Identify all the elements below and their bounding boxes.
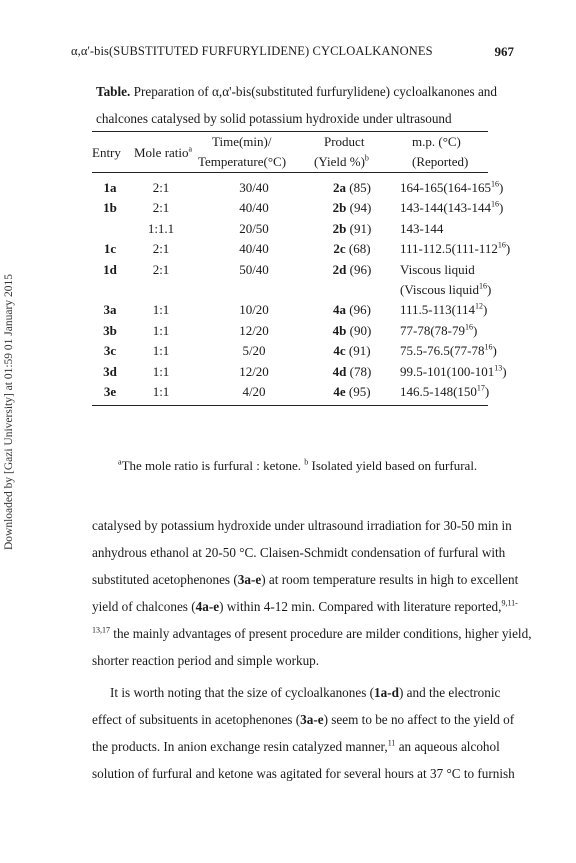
text-line: It is worth noting that the size of cycloalkanones (1a-d) and the electronic: [110, 685, 501, 700]
cell-melting-point: $143-144(143-144^{16})$: [400, 200, 504, 216]
cell-melting-point: $111.5-113(114^{12})$: [400, 302, 488, 318]
table-caption-text: Preparation of α,α'-bis(substituted furfurylidene) cycloalkanones and chalcones catalysed by solid potassium hydroxide under ultrasound: [96, 84, 497, 126]
cell-melting-point: $164-165(164-165^{16})$: [400, 179, 504, 195]
table-row: [92, 279, 492, 299]
cell-melting-point: $99.5-101(100-101^{13})$: [400, 363, 507, 379]
text-line: $^{13,17}$ the mainly advantages of present procedure are milder conditions, higher yield,: [92, 625, 532, 642]
cell-time-temperature: 20/50: [239, 220, 269, 236]
cell-product: 4e (95): [333, 383, 371, 399]
cell-entry: 3e: [103, 383, 117, 399]
cell-ratio: 2:1: [152, 241, 170, 257]
cell-entry: 3b: [103, 322, 117, 338]
text-line: shorter reaction period and simple workup.: [92, 653, 320, 669]
cell-ratio: 1:1.1: [147, 220, 175, 236]
cell-product: 4d (78): [332, 363, 372, 379]
cell-time-temperature: 30/40: [239, 180, 269, 195]
cell-time-temperature: 10/20: [239, 302, 269, 318]
header-product: Product: [324, 134, 365, 149]
header-reported: (Reported): [412, 154, 469, 169]
header-time: Time(min)/: [212, 134, 272, 149]
table-row: [92, 238, 511, 258]
text-line: yield of chalcones (4a-e) within 4-12 min. Compared with literature reported,$^{9,11-}$: [92, 598, 518, 615]
cell-ratio: 1:1: [152, 343, 170, 359]
cell-entry: 3d: [103, 363, 117, 379]
results-table: [92, 131, 511, 406]
cell-ratio: 2:1: [152, 180, 170, 195]
header-yield: (Yield %)$^b$: [314, 153, 369, 169]
table-body: [92, 173, 511, 405]
table-row: [92, 299, 488, 319]
cell-entry: 3a: [103, 302, 117, 318]
paragraph-1: [92, 512, 532, 675]
cell-product: 2a (85): [333, 180, 371, 195]
table-row: [92, 259, 488, 279]
cell-product: 2d (96): [332, 261, 372, 277]
cell-melting-point: $77-78(78-79^{16})$: [400, 322, 478, 338]
cell-melting-point: $111-112.5(111-112^{16})$: [400, 240, 511, 257]
download-watermark: Downloaded by [Gazi University] at 01:59 01 January 2015: [3, 274, 15, 551]
cell-melting-point: Viscous liquid: [400, 261, 475, 277]
table-bottom-rule: [92, 405, 488, 406]
cell-ratio: 1:1: [152, 383, 170, 399]
header-mp: m.p. (°C): [412, 134, 461, 149]
text-line: solution of furfural and ketone was agitated for several hours at 37 °C to furnish: [92, 766, 515, 782]
cell-ratio: 1:1: [152, 363, 170, 379]
cell-time-temperature: 50/40: [239, 261, 269, 277]
cell-entry: 3c: [103, 343, 117, 359]
table-caption: [96, 78, 506, 132]
table-row: [92, 218, 488, 238]
cell-time-temperature: 12/20: [239, 363, 269, 379]
cell-product: 2c (68): [333, 241, 371, 257]
table-row: [92, 381, 488, 401]
header-temperature: Temperature(°C): [198, 154, 287, 169]
paragraph-2: [92, 679, 515, 787]
text-line: the products. In anion exchange resin catalyzed manner,$^{11}$ an aqueous alcohol: [92, 738, 500, 755]
cell-time-temperature: 40/40: [239, 200, 269, 216]
cell-product: 4b (90): [332, 322, 372, 338]
table-caption-label: Table.: [96, 84, 131, 99]
cell-entry: 1c: [103, 241, 117, 257]
cell-melting-point: $146.5-148(150^{17})$: [400, 383, 490, 399]
table-row: [92, 361, 507, 381]
cell-ratio: 1:1: [152, 302, 170, 318]
cell-entry: 1b: [103, 200, 117, 216]
table-row: [92, 197, 504, 217]
cell-entry: 1a: [103, 180, 117, 195]
cell-entry: 1d: [103, 261, 117, 277]
table-row: [92, 320, 488, 340]
cell-ratio: 2:1: [152, 261, 170, 277]
text-line: substituted acetophenones (3a-e) at room temperature results in high to excellent: [92, 572, 519, 588]
cell-ratio: 2:1: [152, 200, 170, 216]
table-header: [92, 132, 488, 172]
table-row: [92, 177, 504, 197]
cell-product: 2b (91): [332, 220, 372, 236]
page-number: 967: [494, 44, 514, 59]
header-ratio: Mole ratio$^a$: [134, 144, 193, 160]
text-line: anhydrous ethanol at 20-50 °C. Claisen-Schmidt condensation of furfural with: [92, 545, 506, 561]
cell-time-temperature: 40/40: [239, 241, 269, 257]
cell-product: 4c (91): [333, 343, 371, 359]
table-row: [92, 340, 497, 360]
cell-melting-point: (Viscous liquid$^{16}$): [400, 281, 492, 297]
cell-melting-point: $75.5-76.5(77-78^{16})$: [400, 342, 497, 359]
header-entry: Entry: [92, 145, 121, 160]
cell-ratio: 1:1: [152, 322, 170, 338]
table-footnote: $^a$The mole ratio is furfural : ketone. $^b$ Isolated yield based on furfural.: [118, 457, 478, 473]
cell-time-temperature: 5/20: [242, 343, 266, 359]
cell-time-temperature: 12/20: [239, 322, 269, 338]
running-title: α,α'-bis(SUBSTITUTED FURFURYLIDENE) CYCLOALKANONES: [71, 44, 433, 58]
cell-melting-point: 143-144: [400, 220, 444, 236]
text-line: catalysed by potassium hydroxide under ultrasound irradiation for 30-50 min in: [92, 518, 512, 533]
cell-product: 4a (96): [333, 302, 371, 318]
cell-time-temperature: 4/20: [242, 383, 266, 399]
text-line: effect of subsituents in acetophenones (3a-e) seem to be no affect to the yield of: [92, 712, 515, 728]
cell-product: 2b (94): [332, 200, 372, 216]
